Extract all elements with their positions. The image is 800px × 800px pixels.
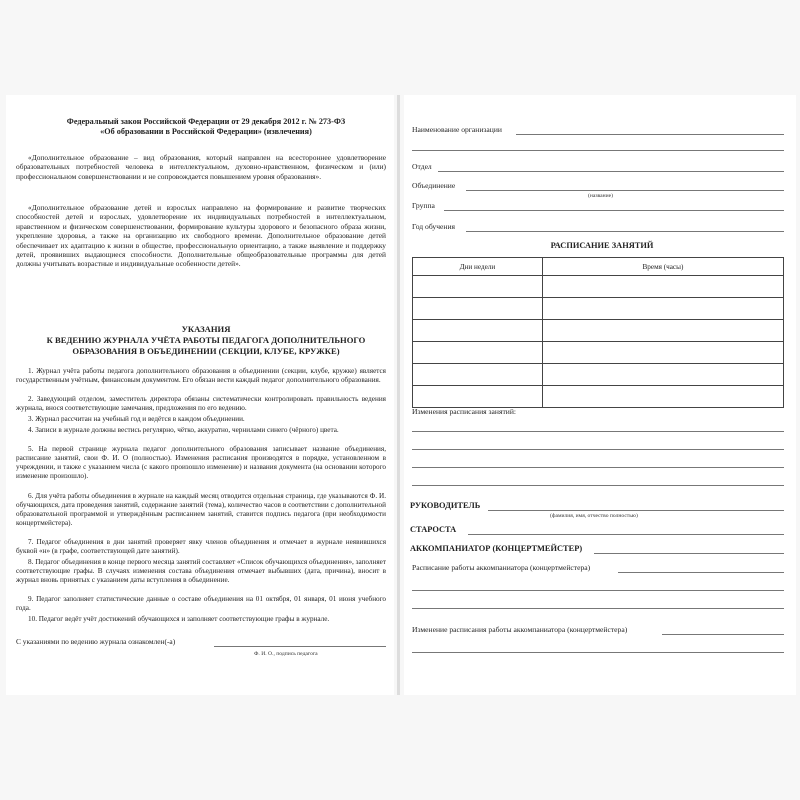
instruction-item-10: 10. Педагог ведёт учёт достижений обучающихся и заполняет соответствующие графы в журнале.: [28, 615, 330, 623]
elder-label: СТАРОСТА: [410, 525, 457, 534]
schedule-cell[interactable]: [542, 364, 783, 386]
instruction-item-4: 4. Записи в журнале должны вестись регулярно, чётко, аккуратно, чернилами синего (чёрного) цвета.: [28, 426, 339, 434]
schedule-cell[interactable]: [542, 342, 783, 364]
schedule-row: [413, 298, 784, 320]
law-title-line1: Федеральный закон Российской Федерации от 29 декабря 2012 г. № 273-ФЗ: [66, 117, 346, 126]
instruction-item-3: 3. Журнал рассчитан на учебный год и ведётся в каждом объединении.: [28, 415, 245, 423]
instruction-item-8: 8. Педагог объединения в конце первого месяца занятий составляет «Список обучающихся объединения», заполняет соответствующие графы. В случаях изменения состава объединения отмечает выбывших (дата, причина), вносит в журнал вновь принятых с указанием даты вступления в объединение.: [16, 558, 386, 584]
schedule-cell[interactable]: [413, 386, 543, 408]
instruction-item-5: 5. На первой странице журнала педагог дополнительного образования записывает название объединения, расписание занятий, свои Ф. И. О (полностью). Изменения расписания производятся в порядке, установленном в учреждении, и также с указанием числа (с какого произошло изменение) и названия документа (на основании которого изменение произошло).: [16, 445, 386, 480]
schedule-cell[interactable]: [542, 320, 783, 342]
accompanist-schedule-label: Расписание работы аккомпаниатора (концертмейстера): [412, 563, 591, 572]
spine: [397, 95, 400, 695]
right-page: [404, 95, 796, 695]
schedule-row: [413, 364, 784, 386]
schedule-changes-label: Изменения расписания занятий:: [412, 407, 517, 416]
accompanist-schedule-line[interactable]: [412, 590, 784, 591]
union-input-line[interactable]: [466, 190, 784, 191]
acknowledgement-signature-line[interactable]: [214, 646, 386, 647]
schedule-changes-line[interactable]: [412, 449, 784, 450]
head-caption: (фамилия, имя, отчество полностью): [550, 513, 638, 519]
acknowledgement-caption: Ф. И. О., подпись педагога: [254, 651, 318, 657]
instructions-title-line1: УКАЗАНИЯ: [181, 324, 231, 334]
instruction-item-1: 1. Журнал учёта работы педагога дополнительного образования в объединении (секции, клубе, кружке) является государственным учётным, финансовым документом. Его обязан вести каждый педагог дополнительного образования.: [16, 367, 386, 384]
schedule-changes-line[interactable]: [412, 467, 784, 468]
accompanist-input-line[interactable]: [594, 553, 784, 554]
law-title-line2: «Об образовании в Российской Федерации» (извлечения): [100, 127, 312, 136]
schedule-changes-line[interactable]: [412, 485, 784, 486]
org-label: Наименование организации: [412, 125, 502, 134]
instruction-item-7: 7. Педагог объединения в дни занятий проверяет явку членов объединения и отмечает в журнале неявившихся буквой «н» (в графе, соответствующей дате занятий).: [16, 538, 386, 555]
instructions-title-line3: ОБРАЗОВАНИЯ В ОБЪЕДИНЕНИИ (СЕКЦИИ, КЛУБЕ, КРУЖКЕ): [72, 346, 340, 356]
schedule-cell[interactable]: [413, 364, 543, 386]
schedule-title: РАСПИСАНИЕ ЗАНЯТИЙ: [550, 241, 654, 250]
accompanist-schedule-line[interactable]: [412, 608, 784, 609]
head-label: РУКОВОДИТЕЛЬ: [410, 501, 481, 510]
schedule-header-days: Дни недели: [413, 258, 543, 276]
dept-input-line[interactable]: [438, 171, 784, 172]
instruction-item-6: 6. Для учёта работы объединения в журнале на каждый месяц отводится отдельная страница, где указываются Ф. И. обучающихся, дата проведения занятий, содержание занятий (тема), количество часов в соответствии с дополнительной образовательной программой и утверждённым расписанием занятий, ставится подпись педагога (при необходимости концертмейстера).: [16, 492, 386, 527]
schedule-cell[interactable]: [413, 298, 543, 320]
dept-label: Отдел: [412, 162, 432, 171]
schedule-cell[interactable]: [413, 320, 543, 342]
acknowledgement-text: С указаниями по ведению журнала ознакомлен(-а): [16, 637, 176, 646]
schedule-table: [412, 257, 784, 408]
schedule-row: [413, 320, 784, 342]
schedule-row: [413, 386, 784, 408]
accompanist-changes-line[interactable]: [412, 652, 784, 653]
year-input-line[interactable]: [466, 231, 784, 232]
schedule-cell[interactable]: [413, 342, 543, 364]
accompanist-label: АККОМПАНИАТОР (КОНЦЕРТМЕЙСТЕР): [410, 544, 583, 553]
schedule-cell[interactable]: [542, 276, 783, 298]
left-page: [6, 95, 394, 695]
schedule-header-row: [413, 258, 784, 276]
accompanist-schedule-line[interactable]: [618, 572, 784, 573]
group-input-line[interactable]: [444, 210, 784, 211]
paragraph-purpose: «Дополнительное образование детей и взрослых направлено на формирование и развитие творческих способностей детей и взрослых, удовлетворение их индивидуальных потребностей в интеллектуальном, нравственном и физическом совершенствовании, формирование культуры здорового и безопасного образа жизни, укрепление здоровья, а также на организацию их свободного времени. Дополнительное образование детей обеспечивает их адаптацию к жизни в обществе, профессиональную ориентацию, а также выявление и поддержку детей, проявивших выдающиеся способности. Дополнительные общеобразовательные программы для детей должны учитывать возрастные и индивидуальные особенности детей».: [16, 203, 386, 269]
schedule-cell[interactable]: [542, 298, 783, 320]
org-input-line-2[interactable]: [412, 150, 784, 151]
accompanist-changes-label: Изменение расписания работы аккомпаниатора (концертмейстера): [412, 625, 628, 634]
schedule-header-time: Время (часы): [542, 258, 783, 276]
org-input-line[interactable]: [516, 134, 784, 135]
schedule-cell[interactable]: [542, 386, 783, 408]
union-caption: (название): [588, 193, 613, 199]
elder-input-line[interactable]: [468, 534, 784, 535]
schedule-cell[interactable]: [413, 276, 543, 298]
instruction-item-2: 2. Заведующий отделом, заместитель директора обязаны систематически контролировать правильность ведения журнала, внося соответствующие замечания, предложения по его ведению.: [16, 395, 386, 412]
instruction-item-9: 9. Педагог заполняет статистические данные о составе объединения на 01 октября, 01 января, 01 июня учебного года.: [16, 595, 386, 612]
paragraph-definition: «Дополнительное образование – вид образования, который направлен на всестороннее удовлетворение образовательных потребностей человека в интеллектуальном, духовно-нравственном, физическом и (или) профессиональном совершенствовании и не сопровождается повышением уровня образования».: [16, 153, 386, 181]
schedule-row: [413, 342, 784, 364]
head-input-line[interactable]: [488, 510, 784, 511]
union-label: Объединение: [412, 181, 456, 190]
schedule-changes-line[interactable]: [412, 431, 784, 432]
group-label: Группа: [412, 201, 435, 210]
year-label: Год обучения: [412, 222, 456, 231]
schedule-row: [413, 276, 784, 298]
instructions-title-line2: К ВЕДЕНИЮ ЖУРНАЛА УЧЁТА РАБОТЫ ПЕДАГОГА ДОПОЛНИТЕЛЬНОГО: [46, 335, 366, 345]
accompanist-changes-line[interactable]: [662, 634, 784, 635]
